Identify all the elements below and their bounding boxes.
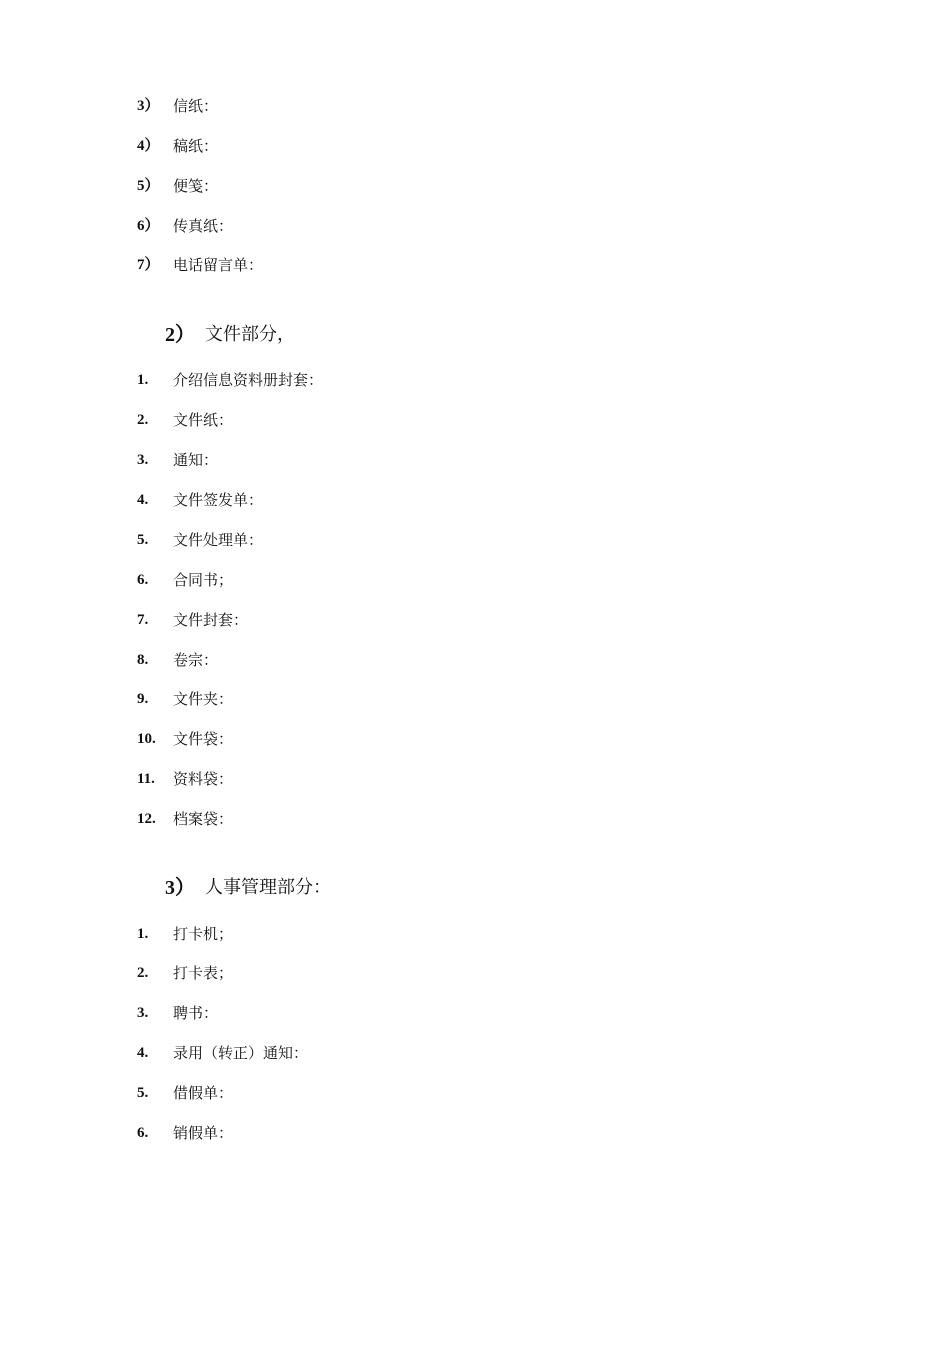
- list-item-text: 文件封套：: [173, 611, 249, 629]
- list-item-number: 12.: [137, 811, 156, 827]
- list-item-text: 便笺：: [173, 177, 219, 195]
- list-item-number: 4.: [137, 1045, 149, 1061]
- section-heading-number: 3）: [165, 877, 195, 899]
- list-item-text: 借假单：: [173, 1084, 234, 1102]
- list-item-number: 3）: [137, 98, 160, 114]
- list-item-number: 2.: [137, 965, 149, 981]
- list-item-text: 档案袋：: [173, 810, 234, 828]
- list-item-text: 电话留言单：: [173, 256, 264, 274]
- list-item-text: 文件签发单：: [173, 491, 264, 509]
- list-item-text: 文件袋：: [173, 730, 234, 748]
- list-item-text: 信纸：: [173, 97, 219, 115]
- section-heading-number: 2）: [165, 324, 195, 346]
- list-item-number: 2.: [137, 412, 149, 428]
- list-item-text: 合同书；: [173, 571, 234, 589]
- list-item-number: 1.: [137, 926, 149, 942]
- section-heading-text: 文件部分，: [205, 324, 295, 345]
- list-item-number: 3.: [137, 1005, 149, 1021]
- list-item-text: 销假单：: [173, 1124, 234, 1142]
- list-item-number: 3.: [137, 452, 149, 468]
- list-item-number: 5.: [137, 532, 149, 548]
- list-item-text: 打卡表；: [173, 964, 234, 982]
- list-item-number: 10.: [137, 731, 156, 747]
- list-item-number: 6）: [137, 218, 160, 234]
- list-item-text: 稿纸：: [173, 137, 219, 155]
- list-item-number: 11.: [137, 771, 155, 787]
- list-item-number: 1.: [137, 372, 149, 388]
- list-item-number: 9.: [137, 691, 149, 707]
- list-item-text: 打卡机；: [173, 925, 234, 943]
- list-item-number: 5）: [137, 178, 160, 194]
- list-item-text: 文件处理单：: [173, 531, 264, 549]
- list-item-text: 通知：: [173, 451, 219, 469]
- list-item-number: 6.: [137, 572, 149, 588]
- list-item-number: 7）: [137, 257, 160, 273]
- list-item-text: 录用（转正）通知：: [173, 1044, 309, 1062]
- list-item-number: 8.: [137, 652, 149, 668]
- list-item-number: 4）: [137, 138, 160, 154]
- list-item-number: 7.: [137, 612, 149, 628]
- list-item-number: 4.: [137, 492, 149, 508]
- list-item-number: 6.: [137, 1125, 149, 1141]
- list-item-number: 5.: [137, 1085, 149, 1101]
- list-item-text: 卷宗：: [173, 651, 219, 669]
- list-item-text: 文件纸：: [173, 411, 234, 429]
- list-item-text: 资料袋：: [173, 770, 234, 788]
- list-item-text: 传真纸：: [173, 217, 234, 235]
- list-item-text: 介绍信息资料册封套：: [173, 371, 324, 389]
- list-item-text: 聘书：: [173, 1004, 219, 1022]
- list-item-text: 文件夹：: [173, 690, 234, 708]
- section-heading-text: 人事管理部分：: [205, 877, 331, 898]
